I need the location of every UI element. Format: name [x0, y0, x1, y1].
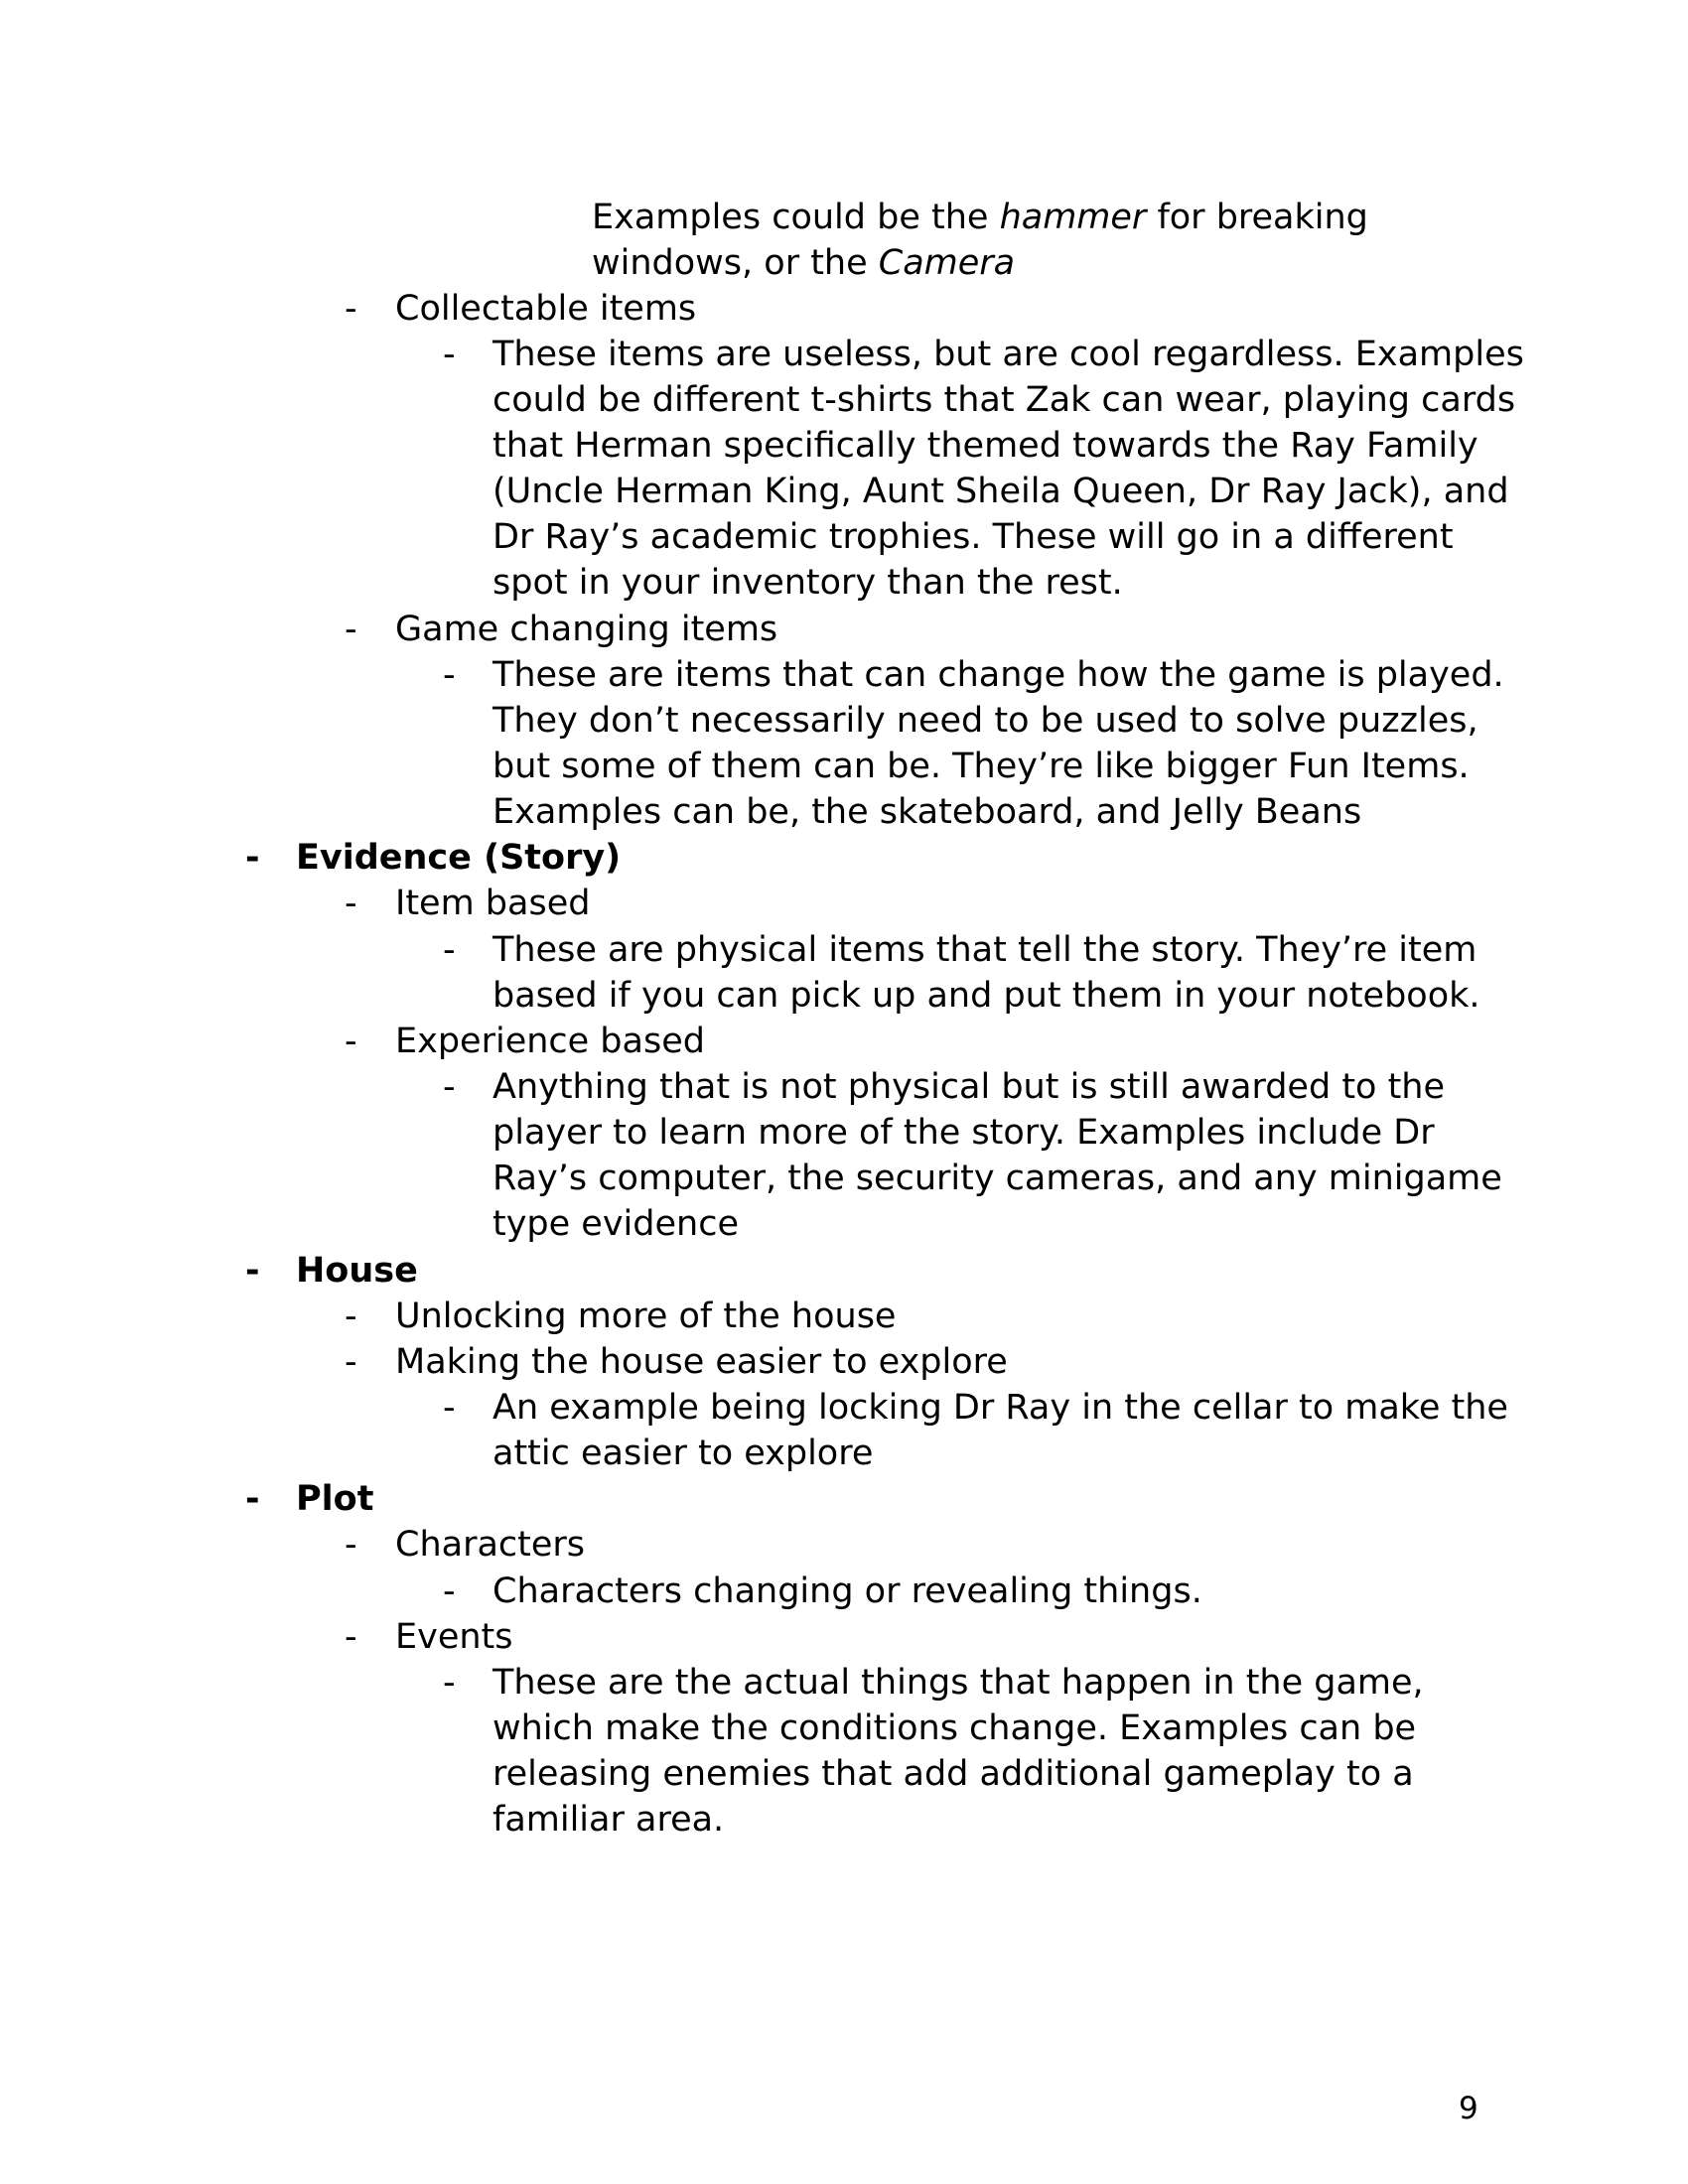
bullet-dash: - — [443, 930, 456, 970]
experience-based-desc-line: player to learn more of the story. Examples include Dr — [492, 1113, 1435, 1153]
experience-based-desc-line: type evidence — [492, 1204, 739, 1244]
house-heading: House — [296, 1251, 418, 1291]
item-based-desc-line: based if you can pick up and put them in your notebook. — [492, 976, 1480, 1016]
intro-line-2 — [592, 240, 1015, 286]
events-title: Events — [395, 1617, 513, 1657]
game-changing-items-title: Game changing items — [395, 610, 778, 649]
bullet-dash: - — [245, 838, 260, 878]
intro-emphasis-hammer: hammer — [999, 198, 1147, 237]
game-changing-desc-line: These are items that can change how the game is played. — [492, 655, 1504, 695]
collectable-items-title: Collectable items — [395, 289, 697, 329]
bullet-dash: - — [443, 1067, 456, 1107]
bullet-dash: - — [443, 335, 456, 374]
house-item: Making the house easier to explore — [395, 1342, 1008, 1382]
events-desc-line: which make the conditions change. Examples can be — [492, 1708, 1417, 1748]
bullet-dash: - — [245, 1251, 260, 1291]
bullet-dash: - — [345, 289, 357, 329]
bullet-dash: - — [245, 1479, 260, 1519]
game-changing-desc-line: They don’t necessarily need to be used to solve puzzles, — [492, 701, 1478, 741]
bullet-dash: - — [345, 1525, 357, 1565]
intro-text: windows, or the — [592, 243, 879, 283]
bullet-dash: - — [443, 1388, 456, 1428]
item-based-title: Item based — [395, 884, 591, 923]
house-desc-line: An example being locking Dr Ray in the cellar to make the — [492, 1388, 1508, 1428]
characters-desc-line: Characters changing or revealing things. — [492, 1571, 1202, 1611]
item-based-desc-line: These are physical items that tell the story. They’re item — [492, 930, 1477, 970]
collectable-desc-line: that Herman specifically themed towards the Ray Family — [492, 426, 1478, 466]
game-changing-desc-line: but some of them can be. They’re like bigger Fun Items. — [492, 747, 1470, 786]
collectable-desc-line: (Uncle Herman King, Aunt Sheila Queen, Dr Ray Jack), and — [492, 472, 1509, 511]
intro-line-1 — [592, 195, 1368, 240]
collectable-desc-line: spot in your inventory than the rest. — [492, 563, 1123, 603]
house-item: Unlocking more of the house — [395, 1297, 897, 1336]
experience-based-desc-line: Anything that is not physical but is still awarded to the — [492, 1067, 1446, 1107]
bullet-dash: - — [345, 1342, 357, 1382]
intro-emphasis-camera: Camera — [878, 243, 1016, 283]
bullet-dash: - — [443, 1663, 456, 1703]
bullet-dash: - — [443, 655, 456, 695]
bullet-dash: - — [345, 884, 357, 923]
bullet-dash: - — [345, 610, 357, 649]
events-desc-line: releasing enemies that add additional gameplay to a — [492, 1754, 1414, 1794]
experience-based-title: Experience based — [395, 1022, 705, 1061]
experience-based-desc-line: Ray’s computer, the security cameras, and any minigame — [492, 1159, 1502, 1198]
evidence-heading: Evidence (Story) — [296, 838, 622, 878]
collectable-desc-line: Dr Ray’s academic trophies. These will go in a different — [492, 517, 1454, 557]
game-changing-desc-line: Examples can be, the skateboard, and Jelly Beans — [492, 792, 1362, 832]
events-desc-line: familiar area. — [492, 1800, 725, 1840]
characters-title: Characters — [395, 1525, 586, 1565]
intro-text: for breaking — [1146, 198, 1368, 237]
house-desc-line: attic easier to explore — [492, 1433, 874, 1473]
intro-text: Examples could be the — [592, 198, 1000, 237]
bullet-dash: - — [345, 1022, 357, 1061]
events-desc-line: These are the actual things that happen in the game, — [492, 1663, 1424, 1703]
bullet-dash: - — [345, 1297, 357, 1336]
collectable-desc-line: These items are useless, but are cool regardless. Examples — [492, 335, 1524, 374]
bullet-dash: - — [345, 1617, 357, 1657]
plot-heading: Plot — [296, 1479, 374, 1519]
collectable-desc-line: could be different t-shirts that Zak can wear, playing cards — [492, 380, 1516, 420]
bullet-dash: - — [443, 1571, 456, 1611]
page-number: 9 — [1459, 2091, 1478, 2126]
